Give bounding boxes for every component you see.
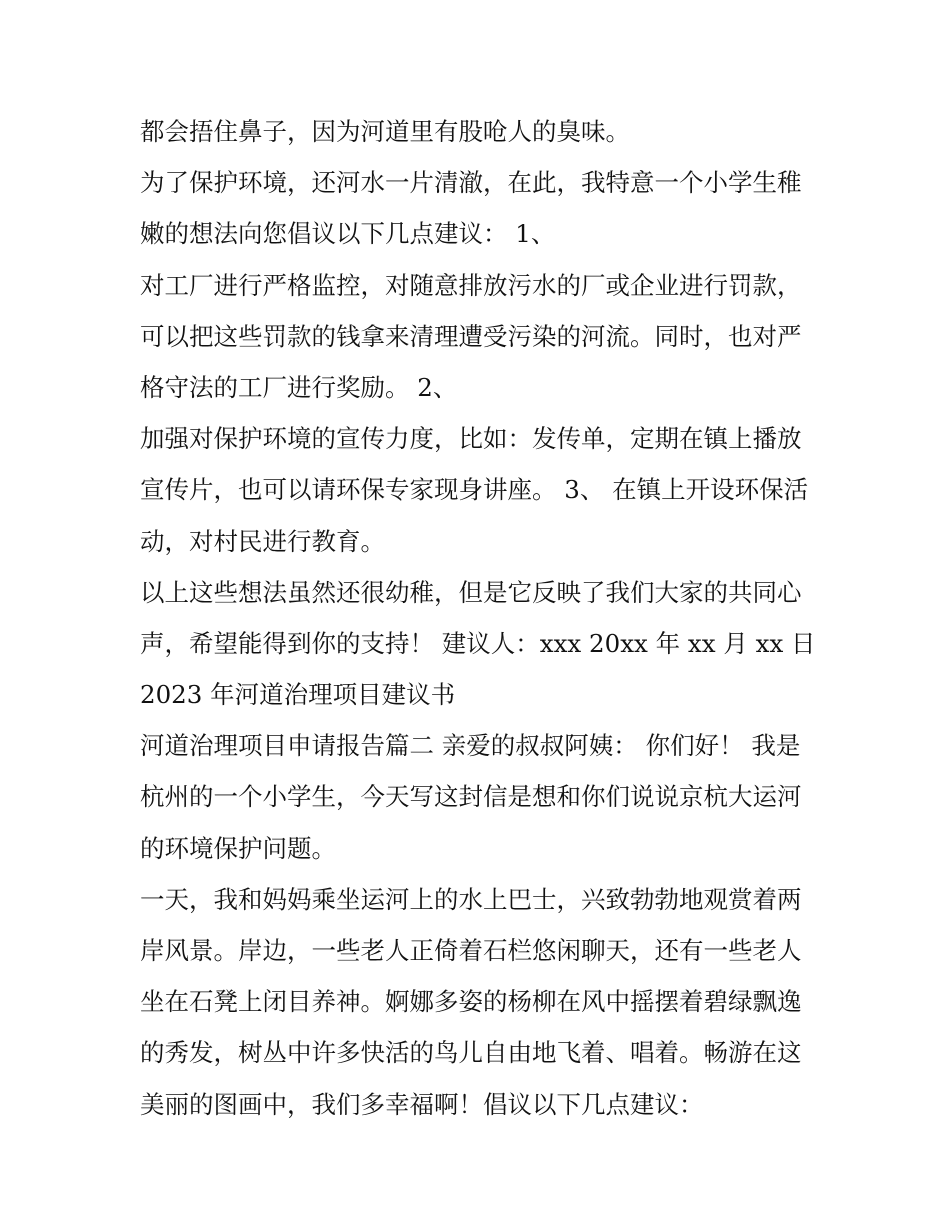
text-line: 坐在石凳上闭目养神。婀娜多姿的杨柳在风中摇摆着碧绿飘逸 xyxy=(140,987,802,1017)
text-line: 嫩的想法向您倡议以下几点建议： 1、 xyxy=(140,219,556,249)
text-line: 的环境保护问题。 xyxy=(140,833,336,863)
text-line: 声，希望能得到你的支持！ 建议人：xxx 20xx 年 xx 月 xx 日 xyxy=(140,628,816,658)
text-line: 以上这些想法虽然还很幼稚，但是它反映了我们大家的共同心 xyxy=(140,577,802,607)
text-line: 岸风景。岸边，一些老人正倚着石栏悠闲聊天，还有一些老人 xyxy=(140,936,802,965)
text-line: 对工厂进行严格监控，对随意排放污水的厂或企业进行罚款， xyxy=(140,270,802,300)
text-line: 可以把这些罚款的钱拿来清理遭受污染的河流。同时，也对严 xyxy=(140,321,802,351)
text-line: 河道治理项目申请报告篇二 亲爱的叔叔阿姨： 你们好！ 我是 xyxy=(140,731,801,761)
text-line: 一天，我和妈妈乘坐运河上的水上巴士，兴致勃勃地观赏着两 xyxy=(140,884,802,914)
text-line: 杭州的一个小学生，今天写这封信是想和你们说说京杭大运河 xyxy=(140,782,802,812)
text-line: 为了保护环境，还河水一片清澈，在此，我特意一个小学生稚 xyxy=(140,168,802,198)
text-line: 格守法的工厂进行奖励。 2、 xyxy=(140,372,458,402)
section-title: 2023 年河道治理项目建议书 xyxy=(140,680,456,710)
text-line: 动，对村民进行教育。 xyxy=(140,526,385,556)
text-line: 的秀发，树丛中许多快活的鸟儿自由地飞着、唱着。畅游在这 xyxy=(140,1038,802,1068)
text-line: 都会捂住鼻子，因为河道里有股呛人的臭味。 xyxy=(140,117,630,146)
text-line: 美丽的图画中，我们多幸福啊！倡议以下几点建议： xyxy=(140,1089,704,1119)
document-body xyxy=(140,106,820,1130)
text-line: 加强对保护环境的宣传力度，比如：发传单，定期在镇上播放 xyxy=(140,424,802,454)
text-line: 宣传片，也可以请环保专家现身讲座。 3、 在镇上开设环保活 xyxy=(140,475,809,505)
